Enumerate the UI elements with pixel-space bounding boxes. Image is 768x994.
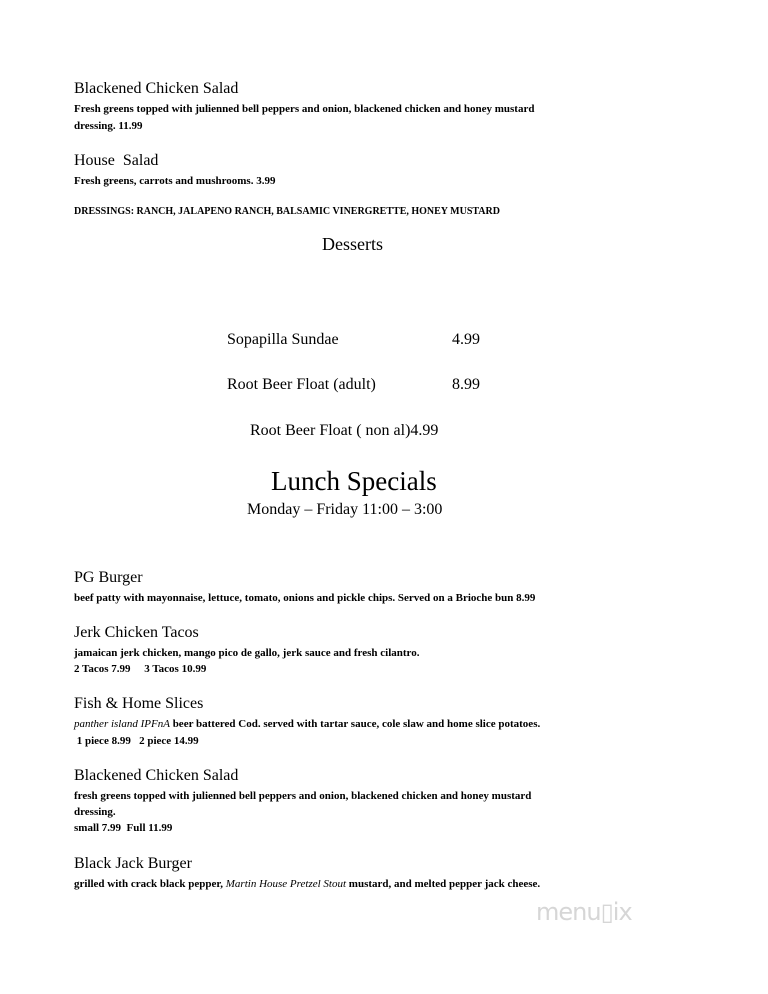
- salad-title-house: House Salad: [74, 152, 159, 169]
- lunch-desc-fish-text: beer battered Cod. served with tartar sauce, cole slaw and home slice potatoes.: [169, 718, 541, 730]
- lunch-prices-jerk-tacos: 2 Tacos 7.99 3 Tacos 10.99: [74, 663, 207, 675]
- dessert-price-sopapilla: 4.99: [452, 331, 480, 348]
- dessert-row-root-beer-nonal: [250, 422, 438, 440]
- lunch-title-fish: Fish & Home Slices: [74, 695, 204, 712]
- dessert-price-root-beer-nonal: 4.99: [410, 422, 439, 439]
- dessert-name-sopapilla: Sopapilla Sundae: [227, 331, 339, 348]
- salad-desc-house: Fresh greens, carrots and mushrooms. 3.99: [74, 175, 276, 187]
- lunch-title-pg-burger: PG Burger: [74, 569, 143, 586]
- dressings-list: DRESSINGS: RANCH, JALAPENO RANCH, BALSAMIC VINERGRETTE, HONEY MUSTARD: [74, 206, 500, 217]
- lunch-desc-fish-brewery: panther island IPFnA: [74, 718, 170, 730]
- dessert-price-root-beer-adult: 8.99: [452, 376, 480, 393]
- lunch-hours: Monday – Friday 11:00 – 3:00: [247, 501, 443, 518]
- lunch-desc-black-jack-post: mustard, and melted pepper jack cheese.: [346, 878, 541, 890]
- salad-desc-blackened-chicken: Fresh greens topped with julienned bell peppers and onion, blackened chicken and honey mustard: [74, 103, 535, 115]
- lunch-prices-fish: 1 piece 8.99 2 piece 14.99: [74, 735, 199, 747]
- salad-title-blackened-chicken: Blackened Chicken Salad: [74, 80, 239, 97]
- lunch-desc-blackened-chicken: fresh greens topped with julienned bell peppers and onion, blackened chicken and honey mustard: [74, 790, 532, 802]
- lunch-desc-black-jack-brewery: Martin House Pretzel Stout: [225, 878, 347, 890]
- lunch-desc-blackened-chicken-line2: dressing.: [74, 806, 116, 818]
- lunch-desc-fish: [74, 716, 540, 733]
- lunch-desc-black-jack-pre: grilled with crack black pepper,: [74, 878, 226, 890]
- lunch-desc-black-jack: [74, 876, 540, 893]
- lunch-title-black-jack: Black Jack Burger: [74, 855, 192, 872]
- menupix-watermark: menu▯ix: [536, 898, 632, 926]
- lunch-prices-blackened-chicken: small 7.99 Full 11.99: [74, 822, 173, 834]
- dessert-name-root-beer-nonal: Root Beer Float ( non al): [250, 422, 411, 439]
- lunch-desc-jerk-tacos: jamaican jerk chicken, mango pico de gallo, jerk sauce and fresh cilantro.: [74, 647, 420, 659]
- lunch-specials-heading: Lunch Specials: [271, 466, 437, 496]
- desserts-heading: Desserts: [322, 234, 383, 254]
- salad-desc-blackened-chicken-line2: dressing. 11.99: [74, 120, 143, 132]
- lunch-desc-pg-burger: beef patty with mayonnaise, lettuce, tomato, onions and pickle chips. Served on a Brioche bun 8.99: [74, 592, 536, 604]
- lunch-title-blackened-chicken: Blackened Chicken Salad: [74, 767, 239, 784]
- dessert-name-root-beer-adult: Root Beer Float (adult): [227, 376, 376, 393]
- lunch-title-jerk-tacos: Jerk Chicken Tacos: [74, 624, 199, 641]
